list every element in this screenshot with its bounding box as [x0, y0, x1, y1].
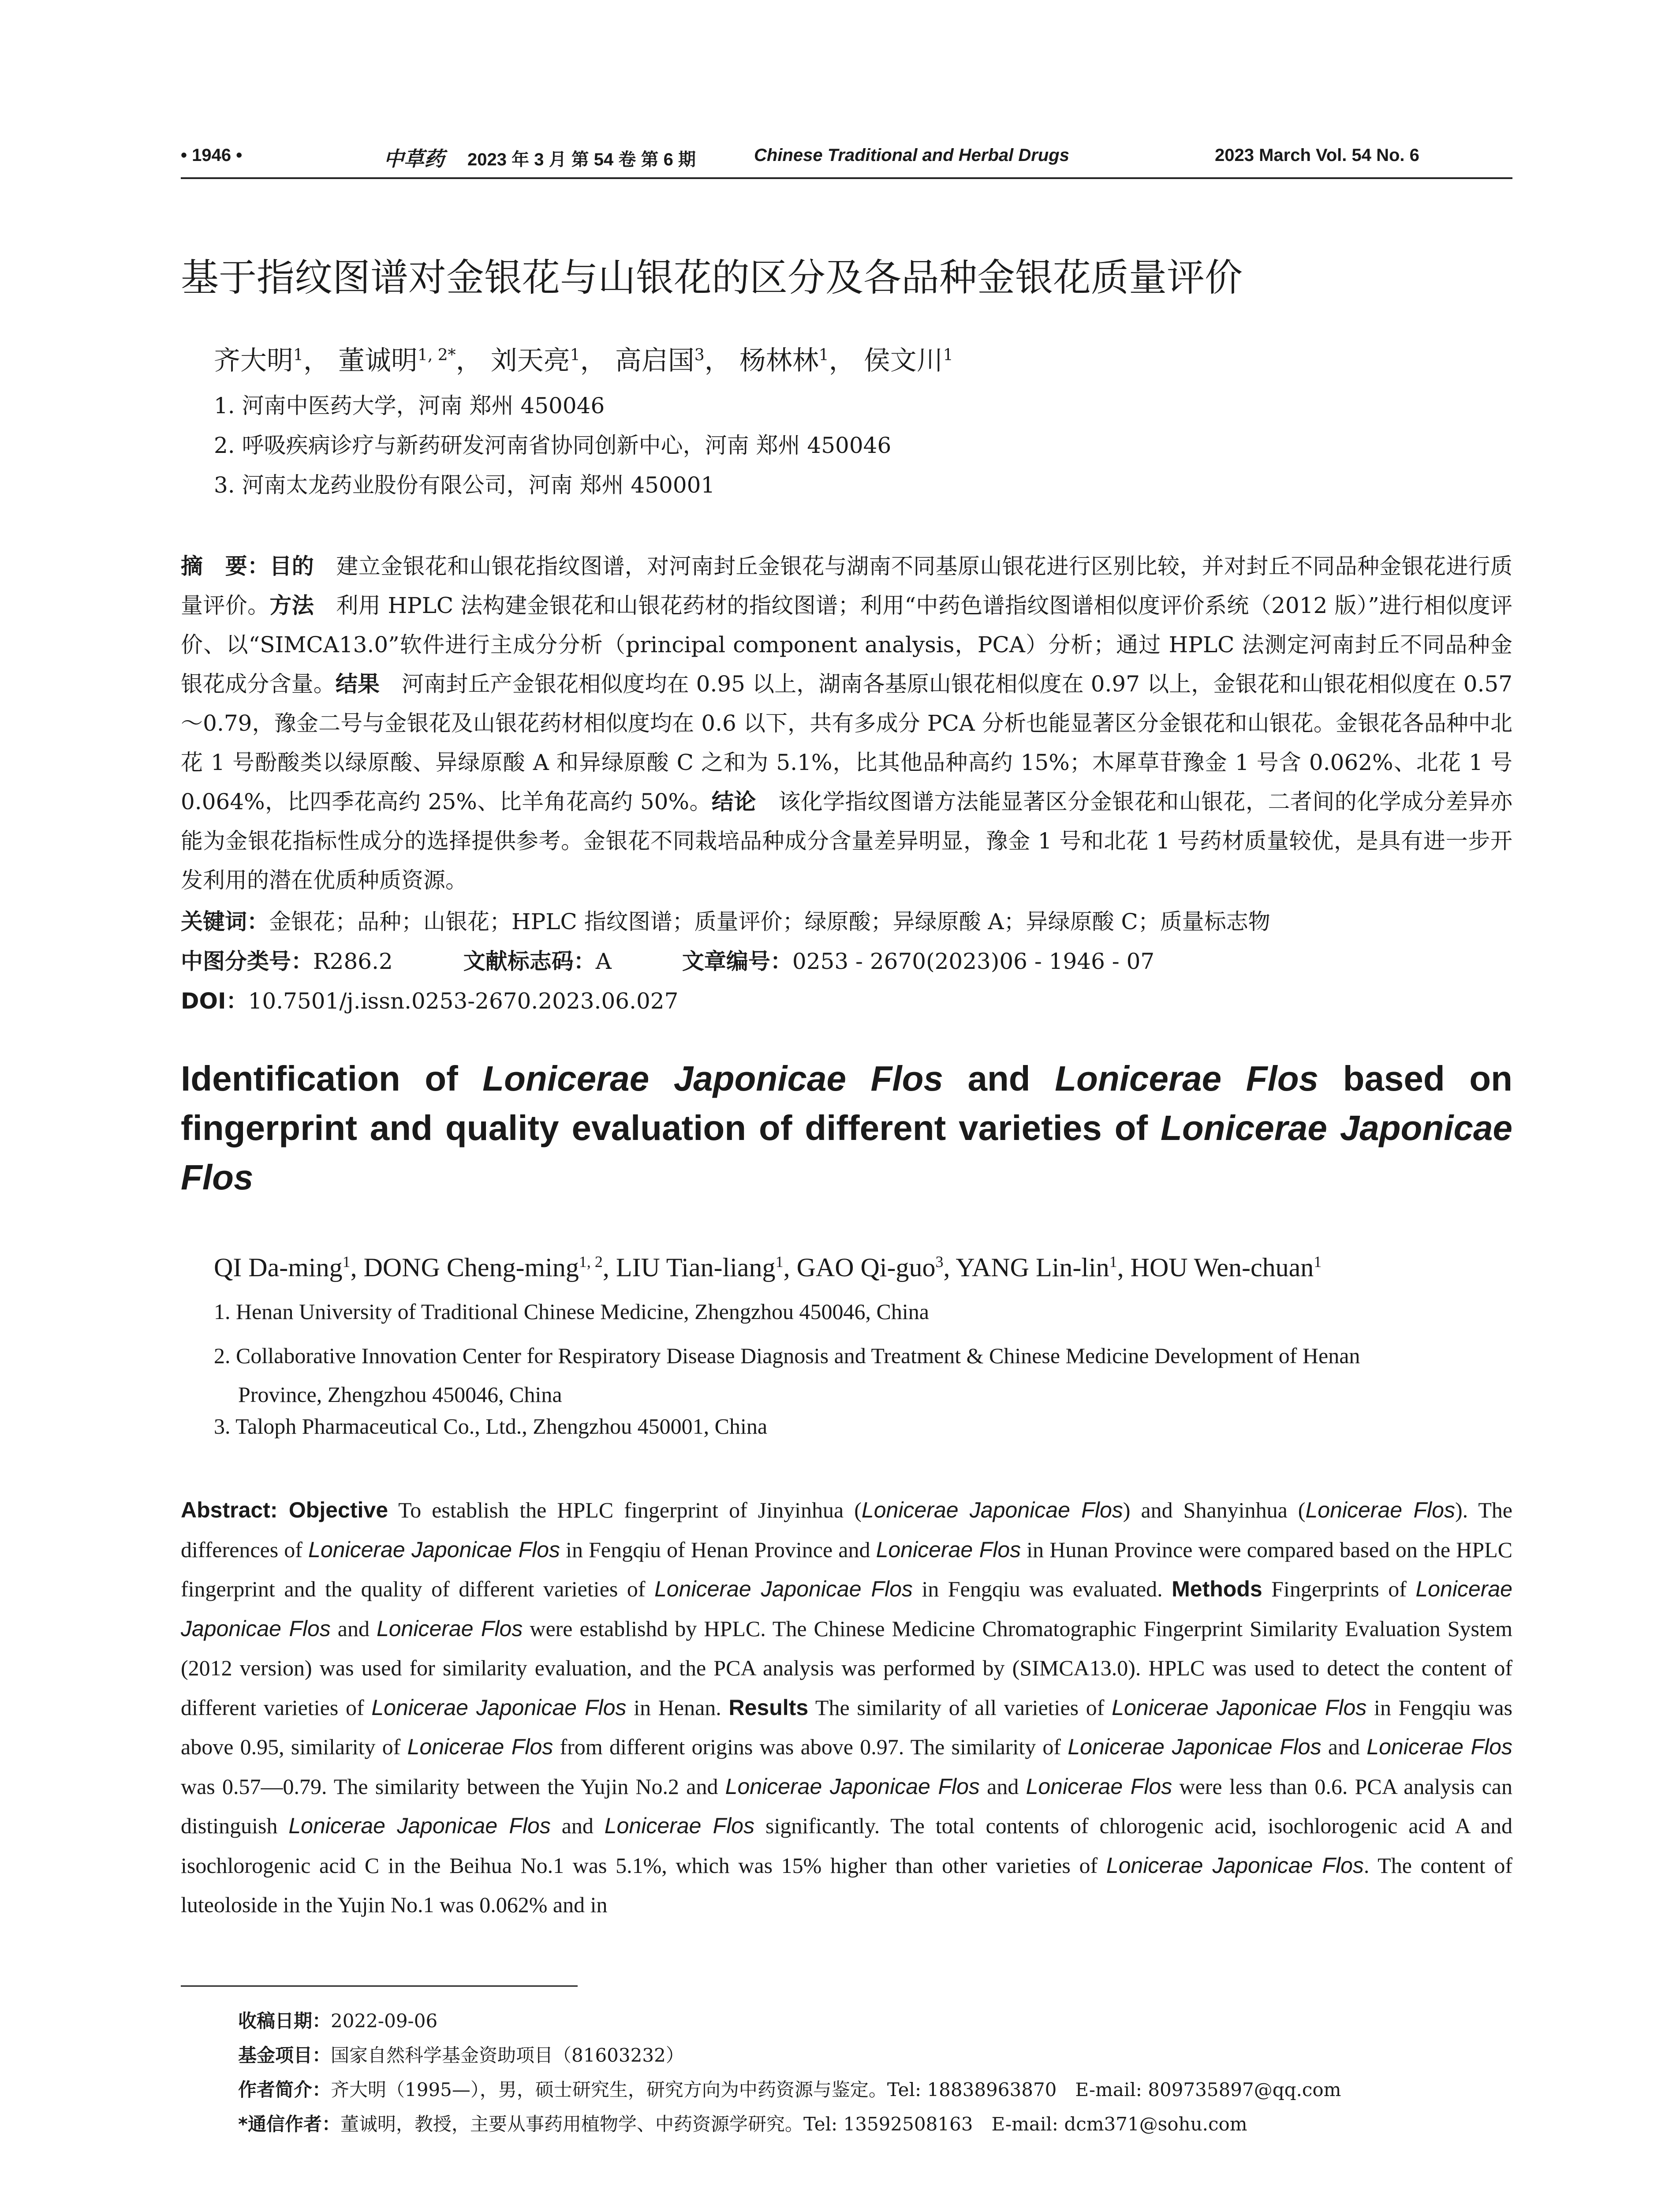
species-name: Lonicerae Japonicae Flos [371, 1695, 627, 1720]
abstract-text: in Fengqiu was evaluated. [912, 1577, 1172, 1601]
footnote-divider [181, 1985, 578, 1987]
abstract-text: Fingerprints of [1262, 1577, 1416, 1601]
abstract-text: ). The differences of [181, 1498, 1512, 1562]
author: GAO Qi-guo [796, 1253, 936, 1282]
abstract-text: and [1321, 1734, 1367, 1759]
species-name: Lonicerae Japonicae Flos [1106, 1853, 1364, 1878]
methods-label-en: Methods [1172, 1577, 1262, 1601]
corresponding-label: *通信作者： [238, 2113, 340, 2135]
author-sup: 1 [293, 346, 303, 364]
species-name: Lonicerae Japonicae Flos [1068, 1734, 1322, 1759]
species-name: Lonicerae Flos [376, 1616, 523, 1641]
author: QI Da-ming [214, 1253, 343, 1282]
results-text: 河南封丘产金银花相似度均在 0.95 以上，湖南各基原山银花相似度在 0.97 以上，金银花和山银花相似度在 0.57～0.79，豫金二号与金银花及山银花药材相似度均在 0.6 以下，共有多成分 PCA 分析也能显著区分金银花和山银花。金银花各品种中北花 1 号酚酸类以绿原酸、异绿原酸 A 和异绿原酸 C 之和为 5.1%，比其他品种高约 15%；木犀草苷豫金 1 号含 0.062%、北花 1 号 0.064%，比四季花高约 25%、比羊角花高约 50%。 [181, 671, 1513, 815]
title-italic: Lonicerae Japonicae Flos [482, 1059, 943, 1098]
title-part: based on fingerprint and quality evaluation of different varieties of [181, 1059, 1513, 1147]
clc-value: R286.2 [313, 949, 393, 974]
conclusion-label: 结论 [711, 789, 756, 815]
title-part: and [943, 1059, 1055, 1098]
issue-cn: 2023 年 3 月 第 54 卷 第 6 期 [467, 150, 696, 169]
author: 刘天亮 [490, 345, 570, 376]
author: HOU Wen-chuan [1130, 1253, 1314, 1282]
authors-en: QI Da-ming$^1$, DONG Cheng-ming$^{1, 2}$, LIU Tian-liang$^1$, GAO Qi-guo$^3$, YANG Lin-lin$^1$, HOU Wen-chuan$^1$ [214, 1253, 1322, 1282]
results-label: 结果 [335, 671, 380, 697]
species-name: Lonicerae Japonicae Flos [725, 1774, 980, 1799]
footnote-author [238, 2075, 1341, 2102]
abstract-label: 摘 要： [181, 553, 270, 579]
author: 董诚明 [338, 345, 418, 376]
species-name: Lonicerae Flos [604, 1813, 755, 1838]
article-no-label: 文章编号： [682, 949, 792, 974]
affiliation-cn-1: 1. 河南中医药大学，河南 郑州 450046 [214, 393, 605, 419]
author-sup: 3 [935, 1253, 944, 1271]
abstract-text: and [330, 1616, 377, 1641]
title-en [181, 1054, 1512, 1202]
abstract-text: was 0.57—0.79. The similarity between the Yujin No.2 and [181, 1774, 725, 1799]
author-bio-label: 作者简介： [238, 2079, 331, 2100]
objective-text: 建立金银花和山银花指纹图谱，对河南封丘金银花与湖南不同基原山银花进行区别比较，并对封丘不同品种金银花进行质量评价。 [181, 553, 1513, 618]
affiliation-en-2 [214, 1336, 1512, 1414]
author-sup: 1 [570, 346, 580, 364]
methods-label: 方法 [269, 593, 314, 618]
abstract-text: and [979, 1774, 1026, 1799]
abstract-text: in Henan. [626, 1695, 729, 1720]
author: 齐大明 [214, 345, 293, 376]
article-no-value: 0253 - 2670(2023)06 - 1946 - 07 [792, 949, 1155, 974]
species-name: Lonicerae Flos [876, 1537, 1021, 1562]
author: 侯文川 [863, 345, 943, 376]
doi-label: DOI： [181, 988, 248, 1014]
abstract-text: ) and Shanyinhua ( [1123, 1498, 1306, 1522]
footnote-corresponding [238, 2110, 1247, 2136]
title-part: Identification of [181, 1059, 483, 1098]
author-sup: 1 [1314, 1253, 1322, 1271]
author: 高启国 [615, 345, 694, 376]
author: DONG Cheng-ming [363, 1253, 579, 1282]
footnote-received [238, 2007, 437, 2033]
abstract-text: To establish the HPLC fingerprint of Jinyinhua ( [388, 1498, 862, 1522]
author-sup: 1, 2* [417, 346, 456, 364]
abstract-text: The similarity of all varieties of [808, 1695, 1112, 1720]
page-number: • 1946 • [181, 146, 243, 165]
received-date: 2022-09-06 [331, 2010, 438, 2032]
author-sup: 1 [943, 346, 953, 364]
species-name: Lonicerae Flos [1026, 1774, 1172, 1799]
doc-code-label: 文献标志码： [463, 949, 596, 974]
journal-logo: 中草药 [384, 147, 444, 171]
species-name: Lonicerae Japonicae Flos [861, 1498, 1123, 1522]
author-sup: 1 [342, 1253, 351, 1271]
journal-name-en: Chinese Traditional and Herbal Drugs [754, 146, 1069, 165]
objective-label: 目的 [269, 553, 314, 579]
issue-en: 2023 March Vol. 54 No. 6 [1215, 146, 1419, 165]
methods-text: 利用 HPLC 法构建金银花和山银花药材的指纹图谱；利用“中药色谱指纹图谱相似度评价系统（2012 版）”进行相似度评价、以“SIMCA13.0”软件进行主成分分析（principal component analysis，PCA）分析；通过 HPLC 法测定河南封丘不同品种金银花成分含量。 [181, 593, 1512, 697]
abstract-text: from different origins was above 0.97. The similarity of [553, 1734, 1068, 1759]
abstract-text: were less than 0.6. PCA analysis can distinguish [181, 1774, 1512, 1838]
affiliation-cn-2: 2. 呼吸疾病诊疗与新药研发河南省协同创新中心，河南 郑州 450046 [214, 433, 892, 458]
affiliation-en-2-line2: Province, Zhengzhou 450046, China [238, 1382, 562, 1407]
author-sup: 1, 2 [579, 1253, 603, 1271]
author-sup: 3 [694, 346, 705, 364]
species-name: Lonicerae Japonicae Flos [308, 1537, 560, 1562]
classification-line [181, 944, 1154, 975]
received-label: 收稿日期： [238, 2010, 331, 2032]
abstract-text: in Fengqiu was above 0.95, similarity of [181, 1695, 1512, 1759]
title-italic: Lonicerae Flos [1055, 1059, 1319, 1098]
author-bio-text: 齐大明（1995—），男，硕士研究生，研究方向为中药资源与鉴定。Tel: 18838963870 E-mail: 809735897@qq.com [331, 2079, 1341, 2100]
doi-line [181, 983, 678, 1015]
abstract-text: and [550, 1813, 605, 1838]
doi-value: 10.7501/j.issn.0253-2670.2023.06.027 [248, 988, 679, 1014]
authors-cn: 齐大明$^1$， 董诚明$^{1, 2*}$， 刘天亮$^1$， 高启国$^3$， 杨林林$^1$， 侯文川$^1$ [214, 345, 953, 376]
species-name: Lonicerae Flos [1366, 1734, 1512, 1759]
title-cn: 基于指纹图谱对金银花与山银花的区分及各品种金银花质量评价 [181, 256, 1243, 300]
keywords-text: 金银花；品种；山银花；HPLC 指纹图谱；质量评价；绿原酸；异绿原酸 A；异绿原酸 C；质量标志物 [269, 909, 1270, 934]
affiliation-cn-3: 3. 河南太龙药业股份有限公司，河南 郑州 450001 [214, 472, 715, 498]
author: YANG Lin-lin [956, 1253, 1109, 1282]
affiliation-en-1: 1. Henan University of Traditional Chinese Medicine, Zhengzhou 450046, China [214, 1299, 929, 1324]
abstract-cn [181, 547, 1512, 900]
keywords-label: 关键词： [181, 909, 269, 934]
title-italic: Lonicerae Japonicae Flos [181, 1108, 1512, 1197]
species-name: Lonicerae Japonicae Flos [181, 1577, 1512, 1641]
affiliation-en-2-line1: 2. Collaborative Innovation Center for Respiratory Disease Diagnosis and Treatment & Chinese Medicine Development of Henan [214, 1343, 1360, 1368]
conclusion-text: 该化学指纹图谱方法能显著区分金银花和山银花，二者间的化学成分差异亦能为金银花指标性成分的选择提供参考。金银花不同栽培品种成分含量差异明显，豫金 1 号和北花 1 号药材质量较优，是具有进一步开发利用的潜在优质种质资源。 [181, 789, 1513, 893]
author: LIU Tian-liang [616, 1253, 776, 1282]
results-label-en: Results [728, 1695, 809, 1720]
abstract-text: were establishd by HPLC. The Chinese Medicine Chromatographic Fingerprint Similarity Evaluation System (2012 version) was used for similarity evaluation, and the PCA analysis was performed by (SIMCA13.0). HPLC was used to detect the content of different varieties of [181, 1616, 1512, 1720]
footnote-fund [238, 2041, 684, 2067]
affiliation-en-3: 3. Taloph Pharmaceutical Co., Ltd., Zhengzhou 450001, China [214, 1414, 768, 1439]
running-header [181, 142, 1499, 173]
fund-label: 基金项目： [238, 2044, 331, 2066]
abstract-text: significantly. The total contents of chlorogenic acid, isochlorogenic acid A and isochlorogenic acid C in the Beihua No.1 was 5.1%, which was 15% higher than other varieties of [181, 1813, 1512, 1878]
species-name: Lonicerae Japonicae Flos [654, 1577, 913, 1601]
abstract-text: in Hunan Province were compared based on the HPLC fingerprint and the quality of different varieties of [181, 1537, 1512, 1601]
abstract-text: in Fengqiu of Henan Province and [560, 1537, 876, 1562]
species-name: Lonicerae Flos [407, 1734, 553, 1759]
author-sup: 1 [1109, 1253, 1117, 1271]
fund-text: 国家自然科学基金资助项目（81603232） [331, 2044, 684, 2066]
clc-label: 中图分类号： [181, 949, 313, 974]
abstract-text: . The content of luteoloside in the Yujin No.1 was 0.062% and in [181, 1853, 1512, 1917]
species-name: Lonicerae Japonicae Flos [288, 1813, 551, 1838]
species-name: Lonicerae Japonicae Flos [1112, 1695, 1367, 1720]
abstract-objective-label: Abstract: Objective [181, 1498, 388, 1522]
species-name: Lonicerae Flos [1305, 1498, 1455, 1522]
corresponding-text: 董诚明，教授，主要从事药用植物学、中药资源学研究。Tel: 13592508163 E-mail: dcm371@sohu.com [340, 2113, 1247, 2135]
abstract-en [181, 1491, 1512, 1925]
author: 杨林林 [739, 345, 819, 376]
author-sup: 1 [775, 1253, 784, 1271]
keywords [181, 904, 1270, 936]
author-sup: 1 [818, 346, 829, 364]
header-divider [181, 177, 1512, 179]
doc-code-value: A [595, 949, 612, 974]
